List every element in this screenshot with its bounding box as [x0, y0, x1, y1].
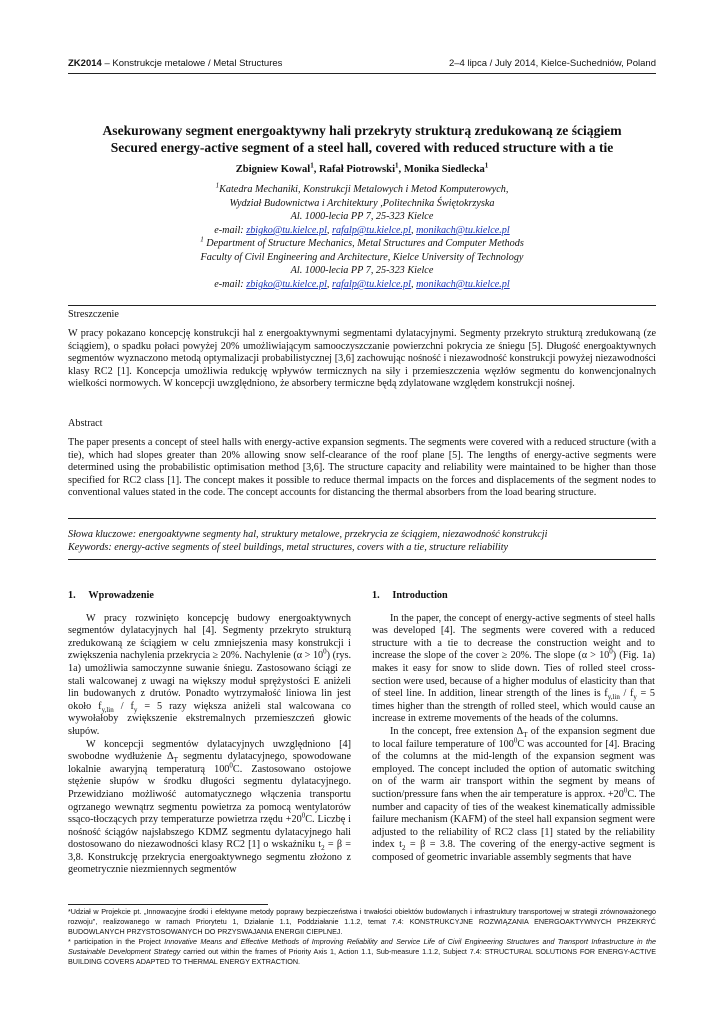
keywords-rule-top — [68, 518, 656, 519]
author-name: Monika Siedlecka — [403, 164, 485, 175]
header-rule — [68, 73, 656, 74]
keywords-block — [68, 528, 656, 554]
streszczenie-text: W pracy pokazano koncepcję konstrukcji hal z energoaktywnymi segmentami dylatacyjnymi. Segmenty przekryto strukturą zredukowaną (ze ściągiem), o spadku połaci powyżej 20% umożliwiającym samooczyszczanie powierzchni pokrycia ze śniegu [5]. Długość energoaktywnych segmentów wyznaczono metodą optymalizacji probabilistycznej [3,6] zachowując nośność i niezawodność konstrukcji powyżej niezawodności klasy RC2 [1]. Koncepcja umożliwia redukcję wpływów termicznych na siły i przemieszczenia węzłów segmentu do konwencjonalnych wielkości normowych. W koncepcji uwzględniono, że absorbery termiczne będą zdylatowane względem konstrukcji nośnej. — [68, 328, 656, 390]
paper-title — [68, 122, 656, 156]
left-paragraph-2: W koncepcji segmentów dylatacyjnych uwzględniono [4] swobodne wydłużenie $\Delta_T$ segmentu dylatacyjnego, spowodowane lokalnie awaryjną temperaturą $100^0C$. Zastosowano ostojowe stężenie słupów w środku długości segmentu dylatacyjnego. Przewidziano możliwość automatycznego włączenia transportu ogrzanego wewnątrz segmentu powietrza za pomocą wentylatorów ssąco-tłoczących przy temperaturze powietrza rzędu $+20^0C$. Liczbę i nośność ściągów najsłabszego KDMZ segmentu dylatacyjnego hali dostosowano do niezawodności klasy RC2 [1] o wskaźniku $t_2 = \beta = 3,8$. Konstrukcję przekrycia energoaktywnego segmentu złożono z geometrycznie niezmiennych segmentów — [68, 738, 352, 876]
streszczenie-label: Streszczenie — [68, 309, 119, 320]
footnotes — [68, 907, 656, 967]
email-link[interactable]: rafalp@tu.kielce.pl — [332, 224, 411, 236]
affiliation-emails: e-mail: zbigko@tu.kielce.pl, rafalp@tu.kielce.pl, monikach@tu.kielce.pl — [214, 224, 510, 236]
left-column-polish — [68, 590, 351, 877]
affiliation-emails: e-mail: zbigko@tu.kielce.pl, rafalp@tu.kielce.pl, monikach@tu.kielce.pl — [214, 278, 510, 290]
author-affil-mark: 1 — [310, 161, 314, 170]
running-header — [68, 58, 656, 74]
right-paragraph-1: In the paper, the concept of energy-active segments of steel halls was developed [4]. The segments were covered with a reduced structure with a tie to decrease the construction weight and to increase the slope of the cover ≥ 20%. The slope $(\alpha > 10^0)$ (Fig. 1a) makes it easy for snow to slide down. Ties of rolled steel cross-section were used, because of a higher modulus of elasticity than that of steel line. In addition, linear strength of the lines is $f_{y,lin} / f_y = 5$ times higher than the strength of rolled steel, which would cause an increase in extreme movements of the heads of the columns. — [372, 612, 655, 725]
title-english: Secured energy-active segment of a steel hall, covered with reduced structure with a tie — [110, 140, 614, 155]
header-conference-name: – Konstrukcje metalowe / Metal Structures — [101, 58, 283, 69]
affiliation-line: Faculty of Civil Engineering and Architecture, Kielce University of Technology — [200, 251, 524, 263]
email-link[interactable]: zbigko@tu.kielce.pl — [246, 278, 327, 290]
affiliation-line: $^1$Katedra Mechaniki, Konstrukcji Metalowych i Metod Komputerowych, — [215, 181, 509, 195]
footnote-rule — [68, 904, 268, 905]
author-separator: , — [313, 164, 319, 175]
affiliation-polish — [68, 183, 656, 237]
author-separator: , — [398, 164, 404, 175]
author-affil-mark: 1 — [484, 161, 489, 170]
abstract-text: The paper presents a concept of steel halls with energy-active expansion segments. The segments were covered with a reduced structure (with a tie), which had slopes greater than 20% allowing snow self-clearance of the roof plane [5]. The lengths of energy-active segments were determined using the probabilistic optimisation method [3,6]. The structure capacity and reliability were maintained to be higher than those specified for RC2 class [1]. The concept makes it possible to reduce thermal impacts on the forces and displacements of the segment nodes to conventional values stated in the code. The concept accounts for distancing the thermal absorbers from the load bearing structure. — [68, 437, 656, 499]
header-conference — [68, 58, 282, 69]
author-name: Rafał Piotrowski — [319, 164, 396, 175]
right-column-english — [372, 590, 655, 864]
section-rule — [68, 305, 656, 306]
affiliation-line: Wydział Budownictwa i Architektury ,Politechnika Świętokrzyska — [229, 197, 495, 209]
author-affil-mark: 1 — [395, 161, 399, 170]
affiliation-line: Al. 1000-lecia PP 7, 25-323 Kielce — [290, 265, 434, 277]
affiliation-mark: 1 — [215, 181, 220, 190]
author-name: Zbigniew Kowal — [235, 164, 311, 175]
right-paragraph-2: In the concept, free extension $\Delta_T$ of the expansion segment due to local failure temperature of $100^0C$ was accounted for [4]. Bracing of the columns at the mid-length of the expansion segment was employed. The concept included the option of automatic switching on of the warm air transport within the segment by means of suction/pressure fans when the air temperature is approx. $+20^0C$. The number and capacity of ties of the weakest kinematically admissible failure mechanism (KAFM) of the steel hall expansion segment were adjusted to the reliability of RC2 class [1] stated by the reliability index $t_2 = \beta = 3.8$. The covering of the energy-active segment is composed of geometric invariable assembly segments that have — [372, 725, 656, 863]
section-heading-introduction: 1. Introduction — [372, 590, 448, 601]
header-conference-code: ZK2014 — [68, 58, 102, 69]
keywords-english: Keywords: energy-active segments of steel buildings, metal structures, covers with a tie, structure reliability — [68, 542, 509, 553]
footnote-english: * participation in the Project Innovative Means and Effective Methods of Improving Reliability and Service Life of Civil Engineering Structures and Transport Infrastructure in the Sustainable Development Strategy carried out within the frames of Priority Axis 1, Action 1.1, Sub-measure 1.1.2, Subject 7.4: STRUCTURAL SOLUTIONS FOR ENERGY-ACTIVE BUILDING COVERS ADAPTED TO THERMAL ENERGY EXTRACTION. — [68, 937, 656, 966]
affiliation-line: $^1$ Department of Structure Mechanics, Metal Structures and Computer Methods — [200, 235, 524, 249]
abstract-label: Abstract — [68, 418, 103, 429]
header-date-place: 2–4 lipca / July 2014, Kielce-Suchedniów, Poland — [448, 58, 656, 69]
title-polish: Asekurowany segment energoaktywny hali przekryty strukturą zredukowaną ze ściągiem — [102, 123, 622, 138]
affiliation-mark: 1 — [200, 235, 204, 244]
email-link[interactable]: monikach@tu.kielce.pl — [416, 224, 510, 236]
affiliation-english — [68, 237, 656, 291]
keywords-polish: Słowa kluczowe: energoaktywne segmenty hal, struktury metalowe, przekrycia ze ściągiem, niezawodność konstrukcji — [68, 529, 548, 540]
section-heading-wprowadzenie: 1. Wprowadzenie — [68, 590, 154, 601]
left-paragraph-1: W pracy rozwinięto koncepcję budowy energoaktywnych segmentów dylatacyjnych hal [4]. Segmenty przekryto strukturą zredukowaną ze ściągiem w celu zmniejszenia masy konstrukcji i zwiększenia nachylenia przekrycia ≥ 20%. Nachylenie $(\alpha > 10^0)$ (rys. 1a) umożliwia samoczynne suwanie śniegu. Zastosowano ściągi ze stali walcowanej z uwagi na większy moduł sprężystości E aniżeli lin budowanych z drutów. Ponadto wytrzymałość liniowa lin jest około $f_{y,lin} / f_y = 5$ razy większa aniżeli stal walcowana co wywołałoby zwiększenie ekstremalnych przemieszczeń głowic słupów. — [68, 612, 351, 737]
footnote-polish: *Udział w Projekcie pt. „Innowacyjne środki i efektywne metody poprawy bezpieczeństwa i trwałości obiektów budowlanych i infrastruktury transportowej w strategii zrównoważonego rozwoju", realizowanego w ramach Priorytetu 1, Działanie 1.1, Poddziałanie 1.1.2, temat 7.4: KONSTRUKCYJNE ROZWIĄZANIA ENERGOAKTYWNYCH PRZEKRYĆ BUDOWLANYCH PRZYSTOSOWANYCH DO PRZYSWAJANIA ENERGII CIEPLNEJ. — [68, 907, 656, 936]
author-list — [68, 161, 656, 175]
email-link[interactable]: zbigko@tu.kielce.pl — [246, 224, 327, 236]
email-link[interactable]: monikach@tu.kielce.pl — [416, 278, 510, 290]
keywords-rule-bottom — [68, 559, 656, 560]
email-link[interactable]: rafalp@tu.kielce.pl — [332, 278, 411, 290]
affiliation-line: Al. 1000-lecia PP 7, 25-323 Kielce — [290, 211, 434, 223]
